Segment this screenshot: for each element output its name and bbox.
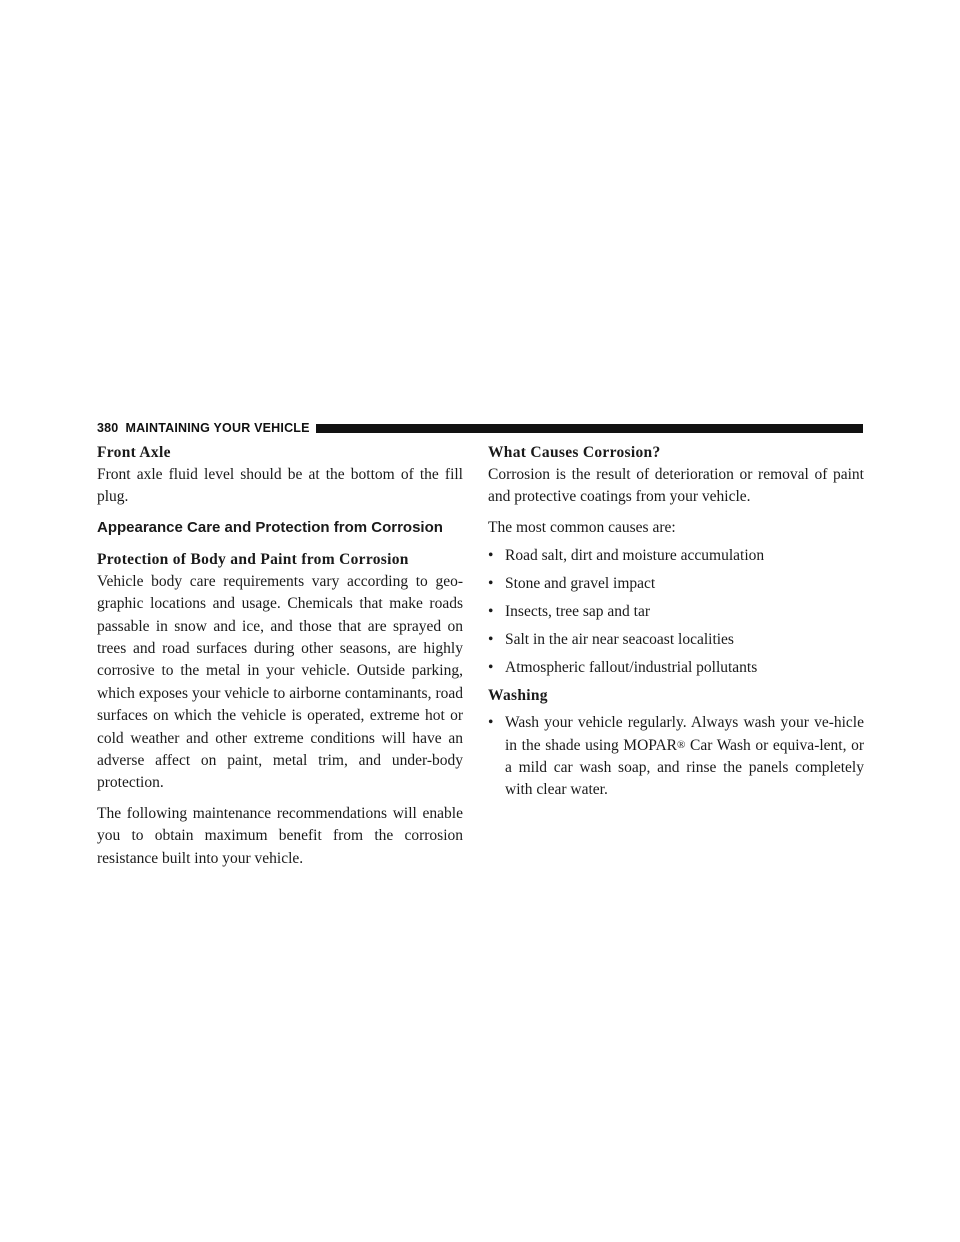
list-item: • Road salt, dirt and moisture accumulation	[488, 545, 864, 567]
bullet-icon: •	[488, 659, 494, 677]
front-axle-heading: Front Axle	[97, 444, 171, 461]
causes-text: Corrosion is the result of deterioration or removal of paint and protective coatings from your vehicle.	[488, 466, 864, 506]
list-item: • Atmospheric fallout/industrial pollutants	[488, 657, 864, 679]
list-item: • Wash your vehicle regularly. Always wash your ve-hicle in the shade using MOPAR® Car Wash or equiva-lent, or a mild car wash soap, and rinse the panels completely with clear water.	[488, 714, 864, 799]
list-item: • Salt in the air near seacoast localities	[488, 629, 864, 651]
bullet-icon: •	[488, 547, 494, 565]
front-axle-text: Front axle fluid level should be at the bottom of the fill plug.	[97, 466, 463, 506]
list-item: • Insects, tree sap and tar	[488, 601, 864, 623]
right-column	[488, 442, 864, 807]
list-item: • Stone and gravel impact	[488, 573, 864, 595]
section-title: MAINTAINING YOUR VEHICLE	[125, 421, 310, 435]
registered-mark: ®	[677, 738, 686, 751]
protection-heading: Protection of Body and Paint from Corrosion	[97, 550, 409, 568]
washing-heading: Washing	[488, 687, 548, 705]
bullet-icon: •	[488, 603, 494, 621]
bullet-icon: •	[488, 631, 494, 649]
common-causes-intro: The most common causes are:	[488, 518, 676, 536]
causes-heading: What Causes Corrosion?	[488, 444, 661, 461]
causes-list	[488, 545, 864, 679]
appearance-heading: Appearance Care and Protection from Corrosion	[97, 518, 443, 536]
bullet-icon: •	[488, 714, 494, 732]
header-rule	[316, 424, 863, 433]
left-column	[97, 442, 463, 870]
recommendation-text: The following maintenance recommendations will enable you to obtain maximum benefit from the corrosion resistance built into your vehicle.	[97, 804, 463, 867]
bullet-icon: •	[488, 575, 494, 593]
protection-text: Vehicle body care requirements vary according to geo-graphic locations and usage. Chemicals that make roads passable in snow and ice, and those that are sprayed on trees and road surfaces during other seasons, are highly corrosive to the metal in your vehicle. Outside parking, which exposes your vehicle to airborne contaminants, road surfaces on which the vehicle is operated, extreme hot or cold weather and other extreme conditions will have an adverse affect on paint, metal trim, and under-body protection.	[97, 572, 463, 792]
page-number: 380	[97, 421, 119, 435]
washing-list	[488, 712, 864, 802]
page-header	[97, 418, 863, 438]
